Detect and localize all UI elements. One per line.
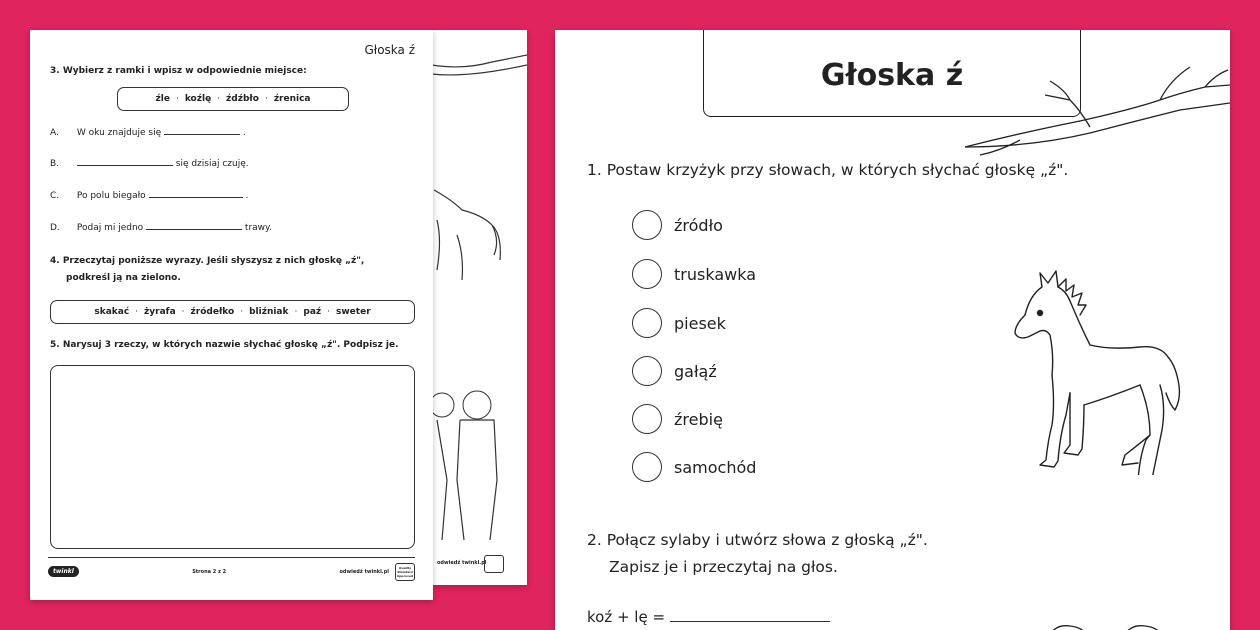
word-box-item: paź <box>303 307 322 317</box>
task4-instruction-line2: podkreśl ją na zielono. <box>66 273 181 283</box>
option-label: truskawka <box>674 264 756 284</box>
option-label: źrebię <box>674 409 723 429</box>
footer-site: odwiedź twinkl.pl <box>339 568 389 575</box>
checkbox-circle[interactable] <box>632 452 662 482</box>
branch-illustration <box>432 50 527 110</box>
word-box-item: źrenica <box>273 94 311 104</box>
answer-blank[interactable] <box>149 189 243 198</box>
answer-blank[interactable] <box>670 608 830 622</box>
worksheet-page-1 <box>555 30 1230 630</box>
page-footer <box>48 557 415 585</box>
checkbox-circle[interactable] <box>632 308 662 338</box>
checkbox-circle[interactable] <box>632 259 662 289</box>
option-label: źródło <box>674 215 723 235</box>
syllable-expression: koź + lę = <box>587 608 666 626</box>
pony-illustration <box>432 180 527 300</box>
word-box-item: koźlę <box>184 94 212 104</box>
task5-instruction: 5. Narysuj 3 rzeczy, w których nazwie słychać głoskę „ź". Podpisz je. <box>50 340 399 350</box>
task3-item-c: C. Po polu biegało . <box>50 191 249 201</box>
task4-word-box: skakać · żyrafa · źródełko · bliźniak · paź · sweter <box>50 300 415 324</box>
back-worksheet-page <box>432 30 527 585</box>
option-item <box>632 404 723 434</box>
option-item <box>632 452 756 482</box>
word-box-item: skakać <box>94 307 130 317</box>
option-label: samochód <box>674 457 757 477</box>
option-item <box>632 259 756 289</box>
task4-instruction-line1: 4. Przeczytaj poniższe wyrazy. Jeśli słyszysz z nich głoskę „ź", <box>50 256 365 266</box>
task1-instruction: 1. Postaw krzyżyk przy słowach, w których słychać głoskę „ź". <box>587 161 1069 179</box>
task3-instruction: 3. Wybierz z ramki i wpisz w odpowiednie miejsce: <box>50 66 307 76</box>
checkbox-circle[interactable] <box>632 356 662 386</box>
syllable-item <box>587 608 830 626</box>
checkbox-circle[interactable] <box>632 210 662 240</box>
word-box-item: sweter <box>336 307 371 317</box>
answer-blank[interactable] <box>77 157 173 166</box>
quality-badge: Quality Standard Approved <box>395 563 415 581</box>
answer-blank[interactable] <box>164 126 240 135</box>
option-item <box>632 308 726 338</box>
task3-word-box: źle · koźlę · źdźbło · źrenica <box>117 87 349 111</box>
option-label: gałąź <box>674 361 717 381</box>
twinkl-logo: twinkl <box>48 566 79 577</box>
answer-blank[interactable] <box>146 221 242 230</box>
word-box-item: bliźniak <box>249 307 289 317</box>
word-box-item: żyrafa <box>144 307 176 317</box>
children-illustration <box>432 380 527 550</box>
task3-item-a: A. W oku znajduje się . <box>50 128 246 138</box>
checkbox-circle[interactable] <box>632 404 662 434</box>
back-footer-site: odwiedź twinkl.pl <box>437 560 487 566</box>
option-item <box>632 210 723 240</box>
task3-item-d: D. Podaj mi jedno trawy. <box>50 223 272 233</box>
word-box-item: źdźbło <box>226 94 259 104</box>
task2-instruction-line2: Zapisz je i przeczytaj na głos. <box>609 558 838 576</box>
option-label: piesek <box>674 313 726 333</box>
page-title: Głoska ź <box>364 43 415 57</box>
quality-badge <box>484 555 504 573</box>
option-item <box>632 356 717 386</box>
page-title: Głoska ź <box>820 58 964 93</box>
children-heads-illustration <box>1040 618 1180 630</box>
drawing-area[interactable] <box>50 365 415 549</box>
word-box-item: źródełko <box>190 307 235 317</box>
foal-illustration <box>1010 265 1190 475</box>
task2-instruction-line1: 2. Połącz sylaby i utwórz słowa z głoską „ź". <box>587 531 928 549</box>
task3-item-b: B. się dzisiaj czuję. <box>50 159 249 169</box>
page-number: Strona 2 z 2 <box>192 568 227 575</box>
worksheet-page-2 <box>30 30 433 600</box>
word-box-item: źle <box>155 94 170 104</box>
